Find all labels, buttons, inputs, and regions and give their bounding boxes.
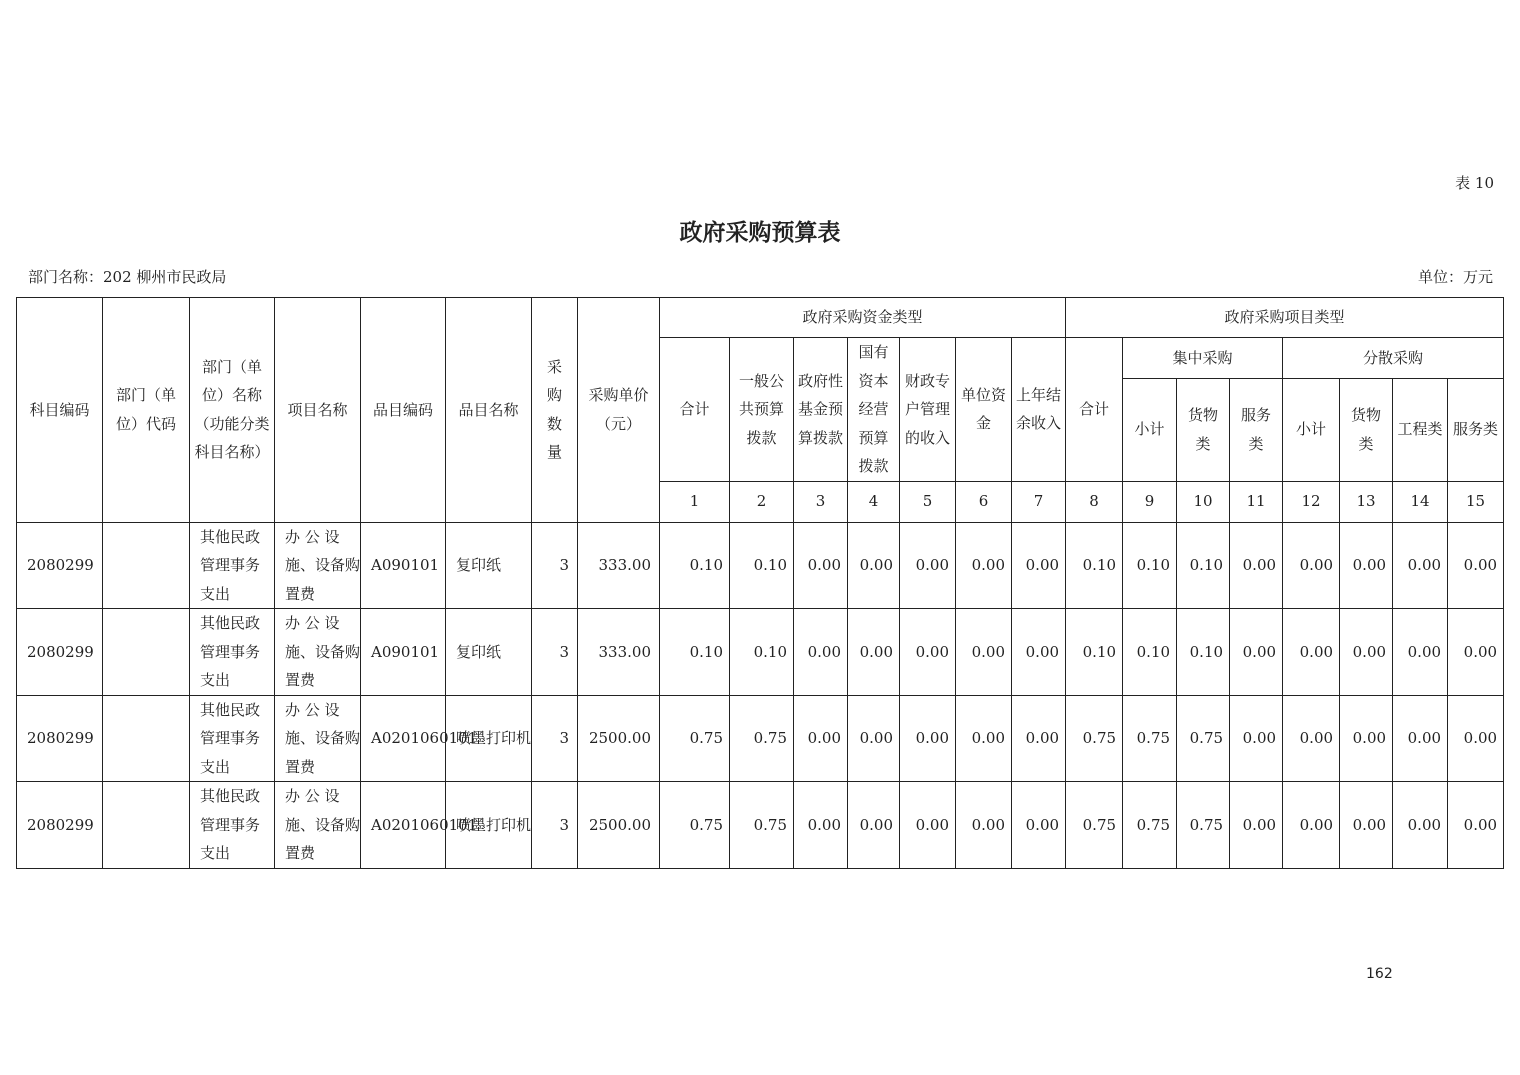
cell-value: 0.00 bbox=[1012, 782, 1066, 869]
cell-dept-code bbox=[103, 609, 190, 696]
table-row bbox=[17, 695, 1504, 782]
cell-project-name: 办 公 设施、设备购置费 bbox=[275, 695, 361, 782]
unit-label: 单位：万元 bbox=[1417, 268, 1493, 286]
column-index: 6 bbox=[956, 481, 1012, 522]
cell-dept-code bbox=[103, 695, 190, 782]
cell-value: 0.00 bbox=[956, 695, 1012, 782]
column-index: 13 bbox=[1340, 481, 1393, 522]
cell-value: 0.00 bbox=[1448, 782, 1504, 869]
cell-value: 0.00 bbox=[956, 522, 1012, 609]
cell-value: 0.00 bbox=[1230, 522, 1283, 609]
cell-dept-name: 其他民政管理事务支出 bbox=[190, 695, 275, 782]
column-index: 7 bbox=[1012, 481, 1066, 522]
cell-unit-price: 333.00 bbox=[578, 609, 660, 696]
cell-unit-price: 2500.00 bbox=[578, 782, 660, 869]
col-quantity: 采购数量 bbox=[532, 298, 578, 523]
col-general-budget: 一般公共预算拨款 bbox=[730, 338, 794, 482]
cell-value: 0.00 bbox=[1448, 522, 1504, 609]
cell-value: 0.00 bbox=[794, 695, 848, 782]
cell-value: 0.75 bbox=[1177, 782, 1230, 869]
cell-project-name: 办 公 设施、设备购置费 bbox=[275, 782, 361, 869]
cell-value: 0.00 bbox=[1230, 695, 1283, 782]
column-index: 1 bbox=[660, 481, 730, 522]
cell-quantity: 3 bbox=[532, 522, 578, 609]
col-project-name: 项目名称 bbox=[275, 298, 361, 523]
cell-value: 0.00 bbox=[794, 522, 848, 609]
cell-subject-code: 2080299 bbox=[17, 609, 103, 696]
cell-value: 0.00 bbox=[1283, 782, 1340, 869]
cell-value: 0.00 bbox=[1283, 522, 1340, 609]
cell-value: 0.10 bbox=[660, 609, 730, 696]
col-unit-price: 采购单价（元） bbox=[578, 298, 660, 523]
cell-value: 0.75 bbox=[1066, 695, 1123, 782]
column-index: 15 bbox=[1448, 481, 1504, 522]
fund-type-group: 政府采购资金类型 bbox=[660, 298, 1066, 338]
col-project-total: 合计 bbox=[1066, 338, 1123, 482]
page-number: 162 bbox=[1366, 966, 1393, 982]
column-index: 3 bbox=[794, 481, 848, 522]
cell-value: 0.00 bbox=[1448, 609, 1504, 696]
cell-subject-code: 2080299 bbox=[17, 782, 103, 869]
col-d-goods: 货物类 bbox=[1340, 378, 1393, 481]
cell-item-code: A0201060101 bbox=[361, 782, 446, 869]
cell-item-name: 复印纸 bbox=[446, 522, 532, 609]
cell-value: 0.00 bbox=[848, 522, 900, 609]
cell-value: 0.00 bbox=[1283, 695, 1340, 782]
cell-value: 0.00 bbox=[794, 782, 848, 869]
cell-unit-price: 2500.00 bbox=[578, 695, 660, 782]
col-item-name: 品目名称 bbox=[446, 298, 532, 523]
cell-item-name: 喷墨打印机 bbox=[446, 695, 532, 782]
cell-value: 0.75 bbox=[730, 782, 794, 869]
cell-value: 0.00 bbox=[794, 609, 848, 696]
cell-value: 0.00 bbox=[848, 695, 900, 782]
cell-dept-name: 其他民政管理事务支出 bbox=[190, 522, 275, 609]
cell-value: 0.00 bbox=[900, 782, 956, 869]
cell-value: 0.00 bbox=[1340, 522, 1393, 609]
col-fund-total: 合计 bbox=[660, 338, 730, 482]
cell-value: 0.00 bbox=[1393, 609, 1448, 696]
cell-value: 0.10 bbox=[1123, 522, 1177, 609]
cell-value: 0.00 bbox=[1393, 695, 1448, 782]
cell-value: 0.75 bbox=[660, 782, 730, 869]
table-row bbox=[17, 522, 1504, 609]
cell-item-code: A090101 bbox=[361, 522, 446, 609]
cell-project-name: 办 公 设施、设备购置费 bbox=[275, 609, 361, 696]
department-label: 部门名称：202 柳州市民政局 bbox=[28, 268, 227, 286]
cell-value: 0.00 bbox=[1230, 782, 1283, 869]
cell-value: 0.00 bbox=[1012, 695, 1066, 782]
cell-dept-code bbox=[103, 522, 190, 609]
col-decentralized: 分散采购 bbox=[1283, 338, 1504, 379]
cell-value: 0.10 bbox=[1123, 609, 1177, 696]
cell-value: 0.00 bbox=[848, 609, 900, 696]
cell-item-name: 喷墨打印机 bbox=[446, 782, 532, 869]
cell-value: 0.10 bbox=[1177, 609, 1230, 696]
column-index: 14 bbox=[1393, 481, 1448, 522]
table-row bbox=[17, 609, 1504, 696]
col-item-code: 品目编码 bbox=[361, 298, 446, 523]
cell-value: 0.00 bbox=[1230, 609, 1283, 696]
column-index: 12 bbox=[1283, 481, 1340, 522]
cell-quantity: 3 bbox=[532, 609, 578, 696]
col-carryover: 上年结余收入 bbox=[1012, 338, 1066, 482]
col-centralized: 集中采购 bbox=[1123, 338, 1283, 379]
cell-value: 0.00 bbox=[1340, 782, 1393, 869]
cell-value: 0.00 bbox=[900, 522, 956, 609]
cell-value: 0.00 bbox=[1393, 522, 1448, 609]
col-fiscal-special: 财政专户管理的收入 bbox=[900, 338, 956, 482]
cell-value: 0.00 bbox=[1012, 609, 1066, 696]
cell-value: 0.00 bbox=[900, 609, 956, 696]
project-type-group: 政府采购项目类型 bbox=[1066, 298, 1504, 338]
col-d-engineering: 工程类 bbox=[1393, 378, 1448, 481]
cell-value: 0.00 bbox=[1340, 695, 1393, 782]
cell-value: 0.75 bbox=[1177, 695, 1230, 782]
col-state-capital: 国有资本经营预算拨款 bbox=[848, 338, 900, 482]
cell-quantity: 3 bbox=[532, 782, 578, 869]
cell-item-code: A0201060101 bbox=[361, 695, 446, 782]
cell-value: 0.75 bbox=[730, 695, 794, 782]
cell-value: 0.00 bbox=[848, 782, 900, 869]
cell-value: 0.00 bbox=[1283, 609, 1340, 696]
column-index: 10 bbox=[1177, 481, 1230, 522]
cell-item-name: 复印纸 bbox=[446, 609, 532, 696]
page-title: 政府采购预算表 bbox=[679, 219, 841, 246]
column-index: 4 bbox=[848, 481, 900, 522]
column-index: 5 bbox=[900, 481, 956, 522]
cell-quantity: 3 bbox=[532, 695, 578, 782]
cell-subject-code: 2080299 bbox=[17, 695, 103, 782]
cell-value: 0.00 bbox=[1012, 522, 1066, 609]
cell-value: 0.10 bbox=[1066, 522, 1123, 609]
col-c-service: 服务类 bbox=[1230, 378, 1283, 481]
cell-value: 0.10 bbox=[1066, 609, 1123, 696]
col-subject-code: 科目编码 bbox=[17, 298, 103, 523]
table-body bbox=[17, 522, 1504, 868]
cell-value: 0.00 bbox=[1340, 609, 1393, 696]
table-row bbox=[17, 782, 1504, 869]
col-unit-fund: 单位资金 bbox=[956, 338, 1012, 482]
cell-value: 0.00 bbox=[956, 609, 1012, 696]
cell-value: 0.00 bbox=[956, 782, 1012, 869]
col-dept-name: 部门（单位）名称（功能分类科目名称） bbox=[190, 298, 275, 523]
cell-project-name: 办 公 设施、设备购置费 bbox=[275, 522, 361, 609]
cell-value: 0.10 bbox=[660, 522, 730, 609]
column-index: 2 bbox=[730, 481, 794, 522]
column-index: 9 bbox=[1123, 481, 1177, 522]
col-dept-code: 部门（单位）代码 bbox=[103, 298, 190, 523]
cell-dept-code bbox=[103, 782, 190, 869]
procurement-budget-table bbox=[16, 297, 1504, 869]
col-d-service: 服务类 bbox=[1448, 378, 1504, 481]
col-c-goods: 货物类 bbox=[1177, 378, 1230, 481]
cell-value: 0.00 bbox=[1448, 695, 1504, 782]
cell-dept-name: 其他民政管理事务支出 bbox=[190, 609, 275, 696]
cell-value: 0.75 bbox=[1123, 782, 1177, 869]
cell-value: 0.10 bbox=[1177, 522, 1230, 609]
cell-value: 0.00 bbox=[1393, 782, 1448, 869]
cell-value: 0.75 bbox=[1123, 695, 1177, 782]
cell-value: 0.10 bbox=[730, 609, 794, 696]
cell-subject-code: 2080299 bbox=[17, 522, 103, 609]
column-index: 8 bbox=[1066, 481, 1123, 522]
header-row-1 bbox=[17, 298, 1504, 338]
cell-value: 0.75 bbox=[660, 695, 730, 782]
cell-item-code: A090101 bbox=[361, 609, 446, 696]
column-index: 11 bbox=[1230, 481, 1283, 522]
table-number: 表 10 bbox=[1455, 174, 1494, 192]
cell-dept-name: 其他民政管理事务支出 bbox=[190, 782, 275, 869]
cell-unit-price: 333.00 bbox=[578, 522, 660, 609]
col-gov-fund: 政府性基金预算拨款 bbox=[794, 338, 848, 482]
cell-value: 0.10 bbox=[730, 522, 794, 609]
col-d-subtotal: 小计 bbox=[1283, 378, 1340, 481]
cell-value: 0.75 bbox=[1066, 782, 1123, 869]
col-c-subtotal: 小计 bbox=[1123, 378, 1177, 481]
cell-value: 0.00 bbox=[900, 695, 956, 782]
